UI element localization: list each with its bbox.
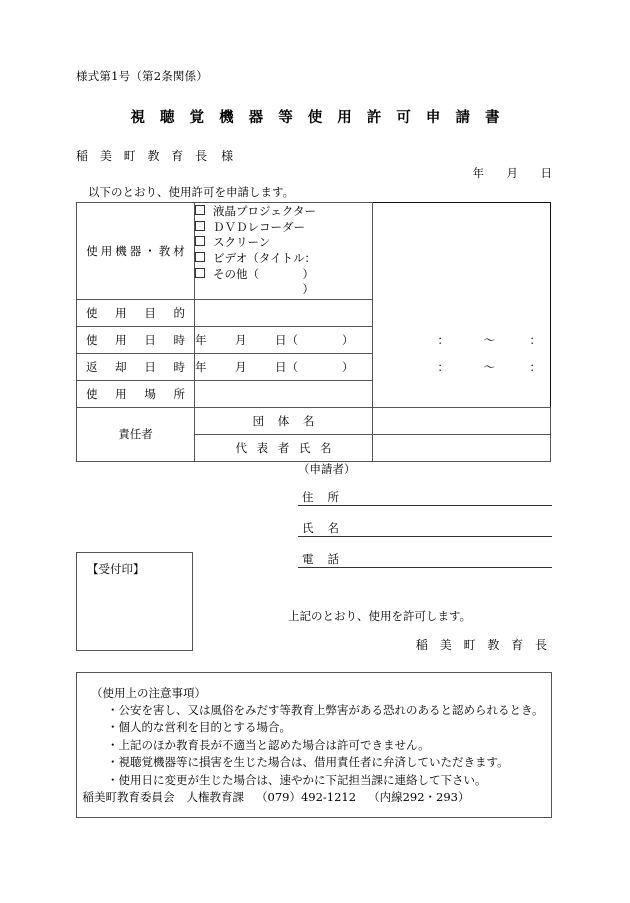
purpose-label-cell: [77, 300, 195, 327]
permission-signer: [0, 636, 551, 653]
table-row-place: [77, 381, 551, 408]
contact-footer: [0, 789, 552, 805]
month-label: 月: [235, 333, 247, 347]
checkbox-label: 液晶プロジェクター: [213, 204, 317, 219]
addressee-name: 稲 美 町 教 育 長: [76, 149, 212, 163]
name-label: 氏名: [302, 521, 353, 535]
use-datetime-value[interactable]: [195, 327, 541, 354]
applicant-title: （申請者）: [298, 462, 356, 476]
application-table: [76, 202, 551, 462]
start-time-colon: ：: [437, 333, 449, 347]
day-close-paren: ）: [342, 360, 354, 374]
contact-organization: 稲美町教育委員会: [82, 790, 175, 804]
checkbox-icon[interactable]: [195, 221, 205, 231]
group-name-label: 団 体 名: [252, 414, 320, 428]
equipment-label-cell: [77, 203, 195, 300]
equipment-label: 使用機器・教材: [86, 244, 188, 258]
form-number: 様式第1号（第2条関係）: [76, 69, 209, 83]
use-datetime-label-cell: [77, 327, 195, 354]
submission-date-line: [0, 165, 552, 181]
table-row-purpose: [77, 300, 551, 327]
notes-title: （使用上の注意事項）: [91, 686, 206, 700]
checkbox-icon[interactable]: [195, 252, 205, 262]
checkbox-row[interactable]: [195, 220, 372, 236]
checkbox-paren-close: ）: [302, 266, 314, 281]
contact-department: 人権教育課: [186, 790, 245, 804]
return-datetime-label: 返 却 日 時: [86, 360, 192, 374]
checkbox-row[interactable]: [195, 235, 372, 251]
list-item: ・上記のほか教育長が不適当と認めた場合は許可できません。: [107, 737, 430, 752]
checkbox-icon[interactable]: [195, 205, 205, 215]
applicant-address-row: [298, 483, 552, 506]
receipt-stamp-label: 【受付印】: [87, 562, 145, 576]
time-range-tilde: ～: [483, 360, 495, 374]
date-day-label: 日: [540, 166, 552, 180]
time-range-tilde: ～: [483, 333, 495, 347]
table-row-equipment: [77, 203, 551, 300]
phone-label: 電話: [302, 552, 353, 566]
address-label: 住所: [302, 490, 353, 504]
return-datetime-label-cell: [77, 354, 195, 381]
page-title: 視 聴 覚 機 器 等 使 用 許 可 申 請 書: [130, 109, 505, 126]
place-label: 使 用 場 所: [86, 387, 192, 401]
end-time-colon: ：: [529, 360, 541, 374]
purpose-label: 使 用 目 的: [86, 306, 192, 320]
checkbox-label: その他（: [213, 266, 259, 281]
checkbox-label: ＤＶＤレコーダー: [213, 219, 305, 234]
contact-phone: （079）492-1212: [256, 790, 357, 804]
representative-label: 代 表 者 氏 名: [235, 441, 335, 455]
applicant-section: [298, 461, 552, 576]
start-time-colon: ：: [437, 360, 449, 374]
checkbox-label: スクリーン: [213, 235, 271, 250]
responsible-label: 責任者: [77, 408, 195, 462]
day-close-paren: ）: [342, 333, 354, 347]
permission-text: 上記のとおり、使用を許可します。: [288, 609, 472, 623]
intro-text: 以下のとおり、使用許可を申請します。: [88, 185, 295, 199]
permission-signer-name: 稲 美 町 教 育 長: [415, 638, 551, 652]
checkbox-icon[interactable]: [195, 268, 205, 278]
use-datetime-label: 使 用 日 時: [86, 333, 192, 347]
table-row-return-datetime: [77, 354, 551, 381]
return-datetime-value[interactable]: [195, 354, 541, 381]
group-name-label-cell: [195, 408, 373, 435]
list-item: ・使用日に変更が生じた場合は、速やかに下記担当課に連絡して下さい。: [107, 772, 487, 787]
day-label: 日（: [275, 360, 298, 374]
checkbox-row[interactable]: [195, 204, 372, 220]
notes-list: [107, 702, 544, 789]
applicant-name-row: [298, 514, 552, 537]
contact-extension: （内線292・293）: [368, 790, 470, 804]
representative-value[interactable]: [373, 435, 551, 462]
end-time-colon: ：: [529, 333, 541, 347]
list-item: ・公安を害し、又は風俗をみだす等教育上弊害がある恐れのあると認められるとき。: [107, 703, 544, 717]
checkbox-row[interactable]: [195, 266, 372, 297]
place-label-cell: [77, 381, 195, 408]
equipment-options-cell: [195, 203, 373, 300]
table-row-use-datetime: [77, 327, 551, 354]
checkbox-paren-close: ）: [302, 282, 314, 297]
addressee: [76, 147, 233, 164]
list-item: ・視聴覚機器等に損害を生じた場合は、借用責任者に弁済していただきます。: [107, 755, 509, 770]
date-month-label: 月: [506, 166, 518, 180]
table-row-group-name: [77, 408, 551, 435]
addressee-honorific: 様: [221, 149, 234, 163]
year-label: 年: [195, 333, 207, 347]
representative-label-cell: [195, 435, 373, 462]
applicant-phone-row: [298, 545, 552, 568]
year-label: 年: [195, 360, 207, 374]
checkbox-icon[interactable]: [195, 236, 205, 246]
list-item: ・個人的な営利を目的とする場合。: [107, 720, 291, 735]
date-year-label: 年: [472, 166, 484, 180]
month-label: 月: [235, 360, 247, 374]
purpose-value[interactable]: [195, 300, 373, 327]
day-label: 日（: [275, 333, 298, 347]
checkbox-label: ビデオ（タイトル：: [213, 251, 317, 265]
group-name-value[interactable]: [373, 408, 551, 435]
place-value[interactable]: [195, 381, 373, 408]
